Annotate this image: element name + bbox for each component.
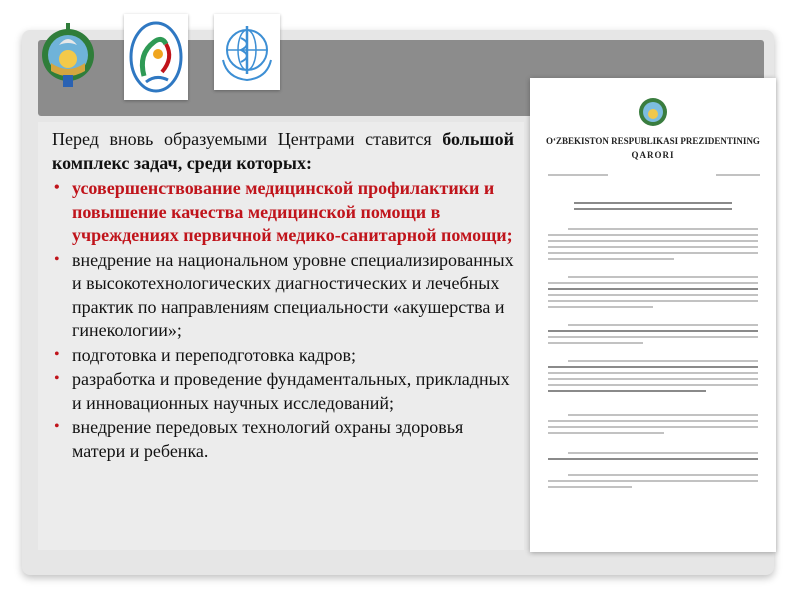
- document-paragraph: [548, 360, 758, 396]
- list-item: • подготовка и переподготовка кадров;: [52, 344, 514, 368]
- document-paragraph: [548, 276, 758, 312]
- document-paragraph: [548, 324, 758, 348]
- document-paragraph: [548, 228, 758, 264]
- intro-bold: большой комплекс задач, среди которых:: [52, 129, 514, 173]
- task-list: [52, 177, 514, 463]
- document-date-blur: [548, 174, 608, 180]
- document-paragraph: [548, 452, 758, 464]
- document-emblem-icon: [637, 92, 669, 132]
- intro-plain: Перед вновь образуемыми Центрами ставится: [52, 129, 443, 149]
- list-item: • внедрение на национальном уровне специализированных и высокотехнологических диагностических и лечебных практик по направлениям специальности «акушерства и гинекологии»;: [52, 249, 514, 343]
- slide-text: [52, 128, 514, 464]
- list-item: • усовершенствование медицинской профилактики и повышение качества медицинской помощи в учреждениях первичной медико-санитарной помощи;: [52, 177, 514, 248]
- document-title-line1: O‘ZBEKISTON RESPUBLIKASI PREZIDENTINING: [546, 136, 760, 146]
- intro-paragraph: [52, 128, 514, 175]
- uzbekistan-emblem-icon: [38, 12, 98, 98]
- mother-child-health-logo-icon: [124, 14, 188, 100]
- list-item: • внедрение передовых технологий охраны здоровья матери и ребенка.: [52, 416, 514, 463]
- document-paragraph: [548, 474, 758, 492]
- document-number-blur: [716, 174, 760, 180]
- who-emblem-icon: [214, 14, 280, 90]
- decree-document-image: [530, 78, 776, 552]
- document-paragraph: [548, 414, 758, 438]
- list-item: • разработка и проведение фундаментальных, прикладных и инновационных научных исследований;: [52, 368, 514, 415]
- document-title-line2: QARORI: [631, 150, 675, 160]
- document-subject-blur: [574, 202, 732, 214]
